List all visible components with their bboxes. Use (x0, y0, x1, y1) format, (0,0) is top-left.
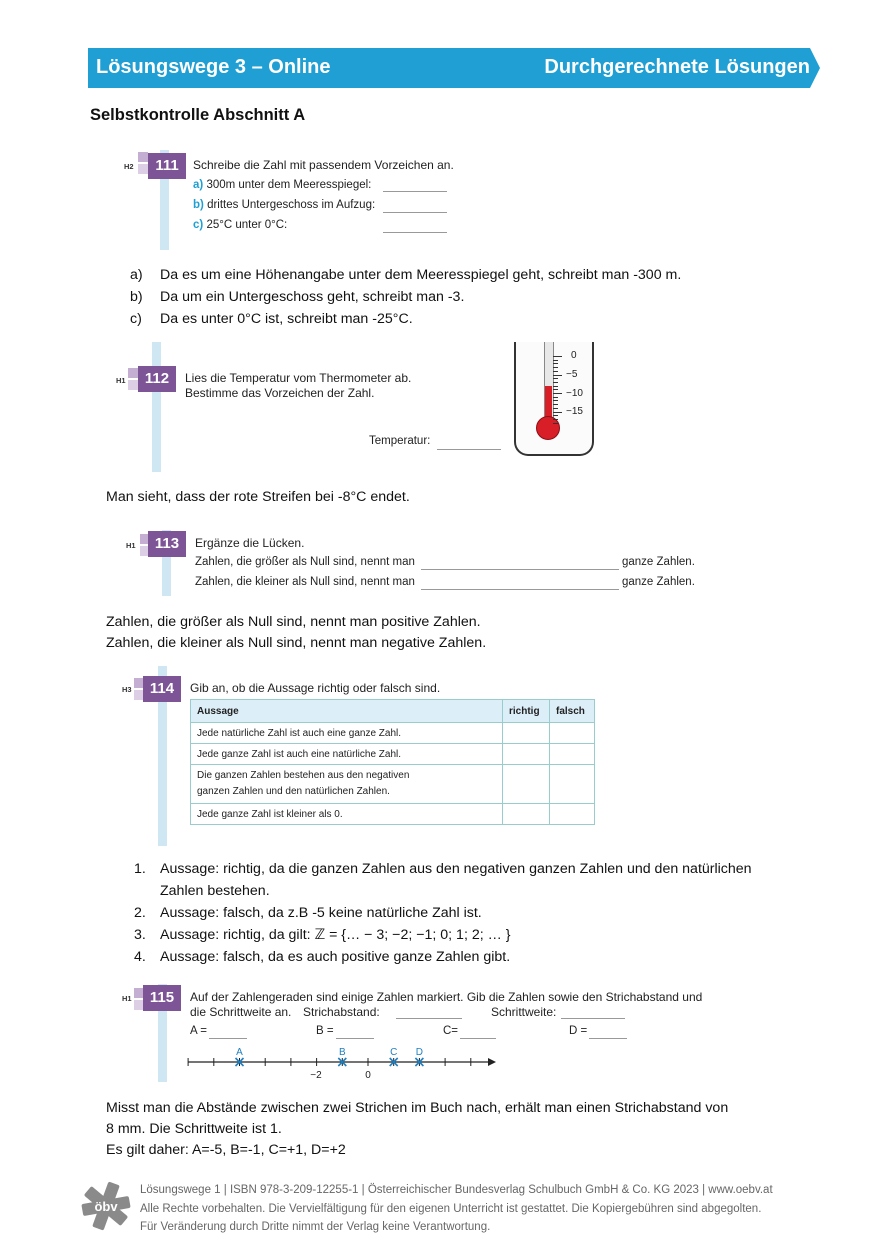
table-cell: Jede ganze Zahl ist auch eine natürliche Zahl. (191, 744, 503, 765)
thermometer-tick (553, 389, 558, 390)
svg-text:D: D (415, 1047, 424, 1058)
thermometer-tick (553, 363, 558, 364)
solution-115-line3: Es gilt daher: A=-5, B=-1, C=+1, D=+2 (106, 1142, 346, 1158)
list-marker: c) (130, 311, 142, 327)
table-header: Aussage (191, 700, 503, 723)
checkbox-cell[interactable] (503, 723, 550, 744)
task-instruction: Auf der Zahlengeraden sind einige Zahlen markiert. Gib die Zahlen sowie den Strichabstand und (190, 990, 703, 1004)
thermometer-tick (553, 386, 558, 387)
table-header-row (191, 700, 595, 723)
answer-label: D = (569, 1025, 588, 1037)
number-line (186, 1042, 498, 1082)
thermometer-tick (553, 382, 558, 383)
answer-line (383, 191, 447, 192)
list-marker: 1. (134, 861, 146, 877)
table-header: richtig (503, 700, 550, 723)
task-shade (128, 380, 138, 390)
solution-text: Da es um eine Höhenangabe unter dem Meeresspiegel geht, schreibt man -300 m. (160, 267, 682, 283)
svg-text:A: A (236, 1047, 243, 1058)
thermometer-tick (553, 412, 562, 413)
table-row (191, 744, 595, 765)
footer-line: Alle Rechte vorbehalten. Die Vervielfältigung für den eigenen Unterricht ist gestattet. Die Kopiergebühren sind abgegolten. (140, 1202, 762, 1215)
thermometer-tick (553, 367, 558, 368)
thermometer-label: −15 (566, 406, 583, 417)
solution-text: Da es unter 0°C ist, schreibt man -25°C. (160, 311, 413, 327)
task-level: H3 (122, 685, 132, 694)
answer-line (589, 1038, 627, 1039)
list-marker: a) (130, 267, 143, 283)
thermometer-tick (553, 393, 562, 394)
task-instruction: Gib an, ob die Aussage richtig oder falsch sind. (190, 681, 441, 695)
answer-line (383, 212, 447, 213)
gap-sentence: Zahlen, die größer als Null sind, nennt man (195, 556, 415, 568)
header-title: Lösungswege 3 – Online (96, 56, 331, 78)
table-header: falsch (550, 700, 595, 723)
task-level: H1 (126, 541, 136, 550)
footer-line: Für Veränderung durch Dritte nimmt der Verlag keine Verantwortung. (140, 1221, 491, 1233)
answer-label: C= (443, 1025, 459, 1037)
solution-text: Da um ein Untergeschoss geht, schreibt man -3. (160, 289, 465, 305)
footer-line: Lösungswege 1 | ISBN 978-3-209-12255-1 | Österreichischer Bundesverlag Schulbuch GmbH & Co. KG 2023 | www.oebv.at (140, 1184, 773, 1196)
thermometer-label: −10 (566, 388, 583, 399)
thermometer-tick (553, 397, 558, 398)
thermometer-tick (553, 371, 558, 372)
thermometer-tick (553, 360, 558, 361)
thermometer-tick (553, 404, 558, 405)
checkbox-cell[interactable] (550, 765, 595, 804)
strichabstand-label: Strichabstand: (303, 1005, 380, 1019)
solution-text: Aussage: falsch, da es auch positive ganze Zahlen gibt. (160, 949, 511, 965)
header-subtitle: Durchgerechnete Lösungen (544, 56, 810, 78)
answer-label: B = (316, 1025, 334, 1037)
list-marker: 2. (134, 905, 146, 921)
table-cell: Jede ganze Zahl ist kleiner als 0. (191, 804, 503, 825)
thermometer-tick (553, 375, 562, 376)
header-banner-arrow (810, 48, 820, 88)
task-instruction: Bestimme das Vorzeichen der Zahl. (185, 386, 375, 400)
solution-115-line1: Misst man die Abstände zwischen zwei Strichen im Buch nach, erhält man einen Strichabstand von (106, 1100, 729, 1116)
task-stripe (152, 342, 161, 472)
answer-line (421, 589, 619, 590)
oebv-logo (80, 1180, 132, 1232)
task-shade (138, 164, 148, 174)
task-level: H2 (124, 162, 134, 171)
solution-115-line2: 8 mm. Die Schrittweite ist 1. (106, 1121, 282, 1137)
section-title: Selbstkontrolle Abschnitt A (90, 106, 306, 124)
task-instruction: Ergänze die Lücken. (195, 536, 305, 550)
list-marker: 4. (134, 949, 146, 965)
answer-line (209, 1038, 247, 1039)
task-level: H1 (116, 376, 126, 385)
answer-line (460, 1038, 496, 1039)
answer-line (437, 449, 501, 450)
thermometer-tick (553, 408, 558, 409)
checkbox-cell[interactable] (503, 744, 550, 765)
list-marker: b) (130, 289, 143, 305)
thermometer-tick (553, 400, 558, 401)
table-row (191, 804, 595, 825)
gap-sentence: Zahlen, die kleiner als Null sind, nennt man (195, 576, 415, 588)
task-item-b: b) drittes Untergeschoss im Aufzug: (193, 199, 376, 211)
task-instruction: die Schrittweite an. (190, 1005, 292, 1019)
gap-sentence: ganze Zahlen. (622, 576, 695, 588)
gap-sentence: ganze Zahlen. (622, 556, 695, 568)
solution-text: Zahlen bestehen. (160, 883, 270, 899)
axis-label: 0 (365, 1070, 371, 1081)
task-level: H1 (122, 994, 132, 1003)
svg-text:C: C (390, 1047, 398, 1058)
number-line-arrow (488, 1058, 496, 1066)
thermometer-tick (553, 378, 558, 379)
footer-text (140, 1181, 773, 1237)
table-cell: Jede natürliche Zahl ist auch eine ganze Zahl. (191, 723, 503, 744)
table-cell: Die ganzen Zahlen bestehen aus den negativen ganzen Zahlen und den natürlichen Zahlen. (191, 765, 503, 804)
checkbox-cell[interactable] (550, 744, 595, 765)
solution-text: Aussage: richtig, da die ganzen Zahlen aus den negativen ganzen Zahlen und den natürlichen (160, 861, 752, 877)
statement-table (190, 699, 595, 825)
task-shade (138, 152, 148, 162)
task-item-c: c) 25°C unter 0°C: (193, 219, 288, 231)
checkbox-cell[interactable] (503, 765, 550, 804)
solution-113-line1: Zahlen, die größer als Null sind, nennt man positive Zahlen. (106, 614, 481, 630)
thermometer-label: 0 (571, 350, 577, 361)
answer-label: A = (190, 1025, 207, 1037)
task-number: 115 (143, 985, 181, 1011)
schrittweite-label: Schrittweite: (491, 1005, 557, 1019)
thermometer-tick (553, 356, 562, 357)
thermometer-label: −5 (566, 369, 578, 380)
number-line-markers (236, 1047, 424, 1066)
task-instruction: Lies die Temperatur vom Thermometer ab. (185, 371, 412, 385)
task-shade (128, 368, 138, 378)
thermometer-tick (553, 423, 558, 424)
solution-113-line2: Zahlen, die kleiner als Null sind, nennt man negative Zahlen. (106, 635, 487, 651)
svg-text:B: B (338, 1047, 346, 1058)
table-row (191, 723, 595, 744)
task-number: 112 (138, 366, 176, 392)
checkbox-cell[interactable] (550, 804, 595, 825)
thermometer-tick (553, 419, 558, 420)
thermometer-tick (553, 415, 558, 416)
task-item-a: a) 300m unter dem Meeresspiegel: (193, 179, 372, 191)
answer-line (383, 232, 447, 233)
list-marker: 3. (134, 927, 146, 943)
svg-text:öbv: öbv (94, 1199, 118, 1214)
task-number: 111 (148, 153, 186, 179)
checkbox-cell[interactable] (503, 804, 550, 825)
answer-line (561, 1018, 625, 1019)
axis-label: −2 (310, 1070, 322, 1081)
task-number: 113 (148, 531, 186, 557)
task-number: 114 (143, 676, 181, 702)
solution-112: Man sieht, dass der rote Streifen bei -8°C endet. (106, 489, 410, 505)
checkbox-cell[interactable] (550, 723, 595, 744)
solution-text: Aussage: richtig, da gilt: ℤ = {… − 3; −2; −1; 0; 1; 2; … } (160, 927, 511, 943)
table-row (191, 765, 595, 804)
solution-text: Aussage: falsch, da z.B -5 keine natürliche Zahl ist. (160, 905, 482, 921)
answer-line (336, 1038, 374, 1039)
answer-line (421, 569, 619, 570)
answer-line (396, 1018, 462, 1019)
task-instruction: Schreibe die Zahl mit passendem Vorzeichen an. (193, 158, 454, 172)
temperature-label: Temperatur: (369, 435, 431, 447)
